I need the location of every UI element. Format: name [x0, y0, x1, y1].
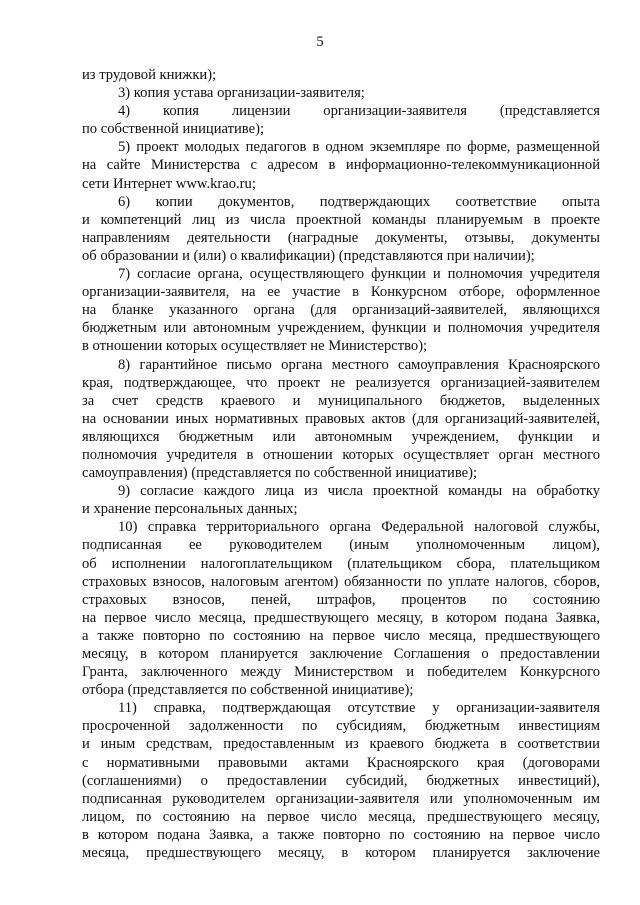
text-line: и компетенций лиц из числа проектной команды планируемым в проекте	[82, 211, 600, 228]
text-line: Гранта, заключенного между Министерством и победителем Конкурсного	[82, 664, 600, 681]
text-line: в отношении которых осуществляет не Министерство);	[82, 338, 428, 355]
text-line: самоуправления) (представляется по собственной инициативе);	[82, 465, 478, 482]
text-line: 5) проект молодых педагогов в одном экземпляре по форме, размещенной	[118, 139, 600, 156]
text-line: направлениям деятельности (наградные документы, отзывы, документы	[82, 229, 600, 246]
text-line: полномочия учредителя в отношении которых осуществляет орган местного	[82, 446, 600, 463]
text-line: в котором подана Заявка, а также повторно по состоянию на первое число	[82, 826, 600, 843]
text-line: страховых взносов, пеней, штрафов, процентов по состоянию	[82, 591, 600, 608]
text-line: края, подтверждающее, что проект не реализуется организацией-заявителем	[82, 374, 600, 391]
text-line: на сайте Министерства с адресом в информационно-телекоммуникационной	[82, 157, 600, 174]
text-line: 8) гарантийное письмо органа местного самоуправления Красноярского	[118, 356, 600, 373]
text-line: 4) копия лицензии организации-заявителя (представляется	[118, 103, 600, 120]
text-line: просроченной задолженности по субсидиям, бюджетным инвестициям	[82, 718, 600, 735]
text-line: 7) согласие органа, осуществляющего функции и полномочия учредителя	[118, 266, 600, 283]
text-line: подписанная ее руководителем (иным уполномоченным лицом),	[82, 537, 600, 554]
text-line: лицом, по состоянию на первое число месяца, предшествующего месяцу,	[82, 808, 600, 825]
text-line: страховых взносов, налоговым агентом) обязанности по уплате налогов, сборов,	[82, 573, 600, 590]
text-line: бюджетным или автономным учреждением, функции и полномочия учредителя	[82, 320, 600, 337]
page-number: 5	[316, 34, 324, 50]
text-line: 11) справка, подтверждающая отсутствие у организации-заявителя	[118, 700, 600, 717]
text-line: 10) справка территориального органа Федеральной налоговой службы,	[118, 519, 600, 536]
text-line: и хранение персональных данных;	[82, 501, 298, 518]
text-line: подписанная руководителем организации-заявителя или уполномоченным им	[82, 790, 600, 807]
text-line: 9) согласие каждого лица из числа проектной команды на обработку	[118, 483, 600, 500]
document-body	[82, 66, 600, 862]
text-line: 3) копия устава организации-заявителя;	[118, 85, 365, 102]
text-line: с нормативными правовыми актами Красноярского края (договорами	[82, 754, 600, 771]
text-line: из трудовой книжки);	[82, 67, 217, 83]
text-line: (соглашениями) о предоставлении субсидий, бюджетных инвестиций),	[82, 772, 600, 789]
text-line: об исполнении налогоплательщиком (плательщиком сбора, плательщиком	[82, 555, 600, 572]
text-line: месяца, предшествующего месяцу, в котором планируется заключение	[82, 845, 600, 862]
text-line: отбора (представляется по собственной инициативе);	[82, 682, 414, 699]
text-line: месяцу, в котором планируется заключение Соглашения о предоставлении	[82, 646, 600, 662]
text-line: по собственной инициативе);	[82, 121, 265, 138]
text-line: являющихся бюджетным или автономным учреждением, функции и	[82, 428, 600, 445]
text-line: на основании иных нормативных правовых актов (для организаций-заявителей,	[82, 410, 600, 427]
text-line: на первое число месяца, предшествующего месяцу, в котором подана Заявка,	[82, 609, 600, 626]
text-line: организации-заявителя, на ее участие в Конкурсном отборе, оформленное	[82, 284, 600, 301]
text-line: 6) копии документов, подтверждающих соответствие опыта	[118, 193, 600, 210]
text-line: и иным средствам, предоставленным из краевого бюджета в соответствии	[82, 736, 600, 753]
text-line: сети Интернет www.krao.ru;	[82, 175, 256, 192]
text-line: за счет средств краевого и муниципального бюджетов, выделенных	[82, 392, 600, 409]
text-line: об образовании и (или) о квалификации) (представляются при наличии);	[82, 247, 535, 264]
text-line: на бланке указанного органа (для организаций-заявителей, являющихся	[82, 302, 600, 319]
text-line: а также повторно по состоянию на первое число месяца, предшествующего	[82, 627, 600, 644]
